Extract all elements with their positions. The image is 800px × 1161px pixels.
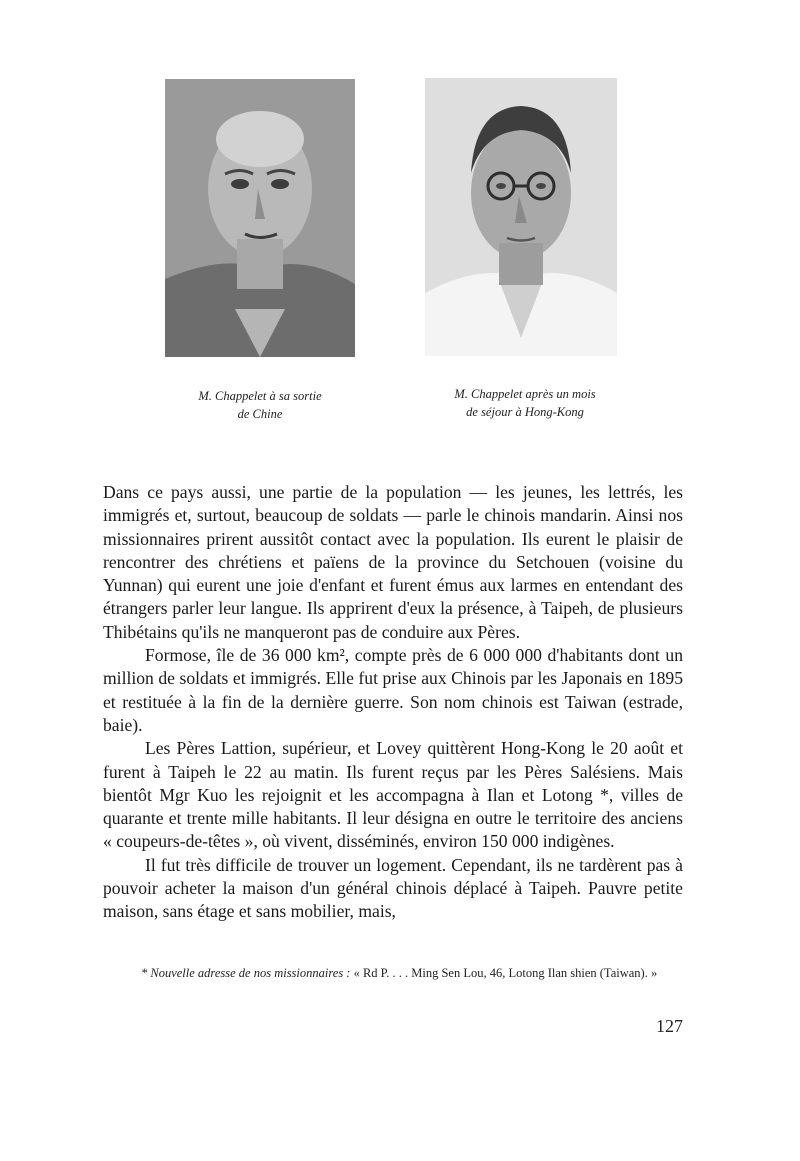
paragraph: Il fut très difficile de trouver un logement. Cependant, ils ne tardèrent pas à pouvoir acheter la maison d'un général chinois déplacé à Taipeh. Pauvre petite maison, sans étage et sans mobilier, mais,: [103, 854, 683, 922]
paragraph: Dans ce pays aussi, une partie de la population — les jeunes, les lettrés, les immigrés et, surtout, beaucoup de soldats — parle le chinois mandarin. Ainsi nos missionnaires prirent aussitôt contact avec la population. Ils eurent le plaisir de rencontrer des chrétiens et païens de la province du Setchouen (voisine du Yunnan) qui eurent une joie d'enfant et furent émus aux larmes en entendant des étrangers parler leur langue. Ils apprirent d'eux la présence, à Taipeh, de plusieurs Thibétains qu'ils ne manqueront pas de conduire aux Pères.: [103, 482, 683, 642]
photo-chappelet-leaving-china: [165, 79, 355, 357]
footnote-lead: * Nouvelle adresse de nos missionnaires :: [141, 966, 351, 980]
paragraph: Formose, île de 36 000 km², compte près de 6 000 000 d'habitants dont un million de soldats et immigrés. Elle fut prise aux Chinois par les Japonais en 1895 et restituée à la fin de la dernière guerre. Son nom chinois est Taiwan (estrade, baie).: [103, 645, 683, 735]
footnote-text: « Rd P. . . . Ming Sen Lou, 46, Lotong Ilan shien (Taiwan). »: [353, 966, 658, 980]
body-text: [103, 481, 683, 924]
caption-right-line2: de séjour à Hong-Kong: [466, 405, 584, 419]
photo-caption-left: [160, 387, 360, 423]
caption-left-line1: M. Chappelet à sa sortie: [198, 389, 322, 403]
portrait-man-glasses: [425, 78, 617, 356]
footnote: [103, 963, 685, 983]
caption-left-line2: de Chine: [237, 407, 283, 421]
caption-right-line1: M. Chappelet après un mois: [454, 387, 596, 401]
photo-caption-right: [420, 385, 630, 421]
photo-chappelet-after-hongkong: [425, 78, 617, 356]
portrait-man-bald: [165, 79, 355, 357]
paragraph: Les Pères Lattion, supérieur, et Lovey quittèrent Hong-Kong le 20 août et furent à Taipeh le 22 au matin. Ils furent reçus par les Pères Salésiens. Mais bientôt Mgr Kuo les rejoignit et les accompagna à Ilan et Lotong *, villes de quarante et trente mille habitants. Il leur désigna en outre le territoire des anciens « coupeurs-de-têtes », où vivent, disséminés, environ 150 000 indigènes.: [103, 738, 683, 852]
page-number: 127: [656, 1016, 683, 1036]
